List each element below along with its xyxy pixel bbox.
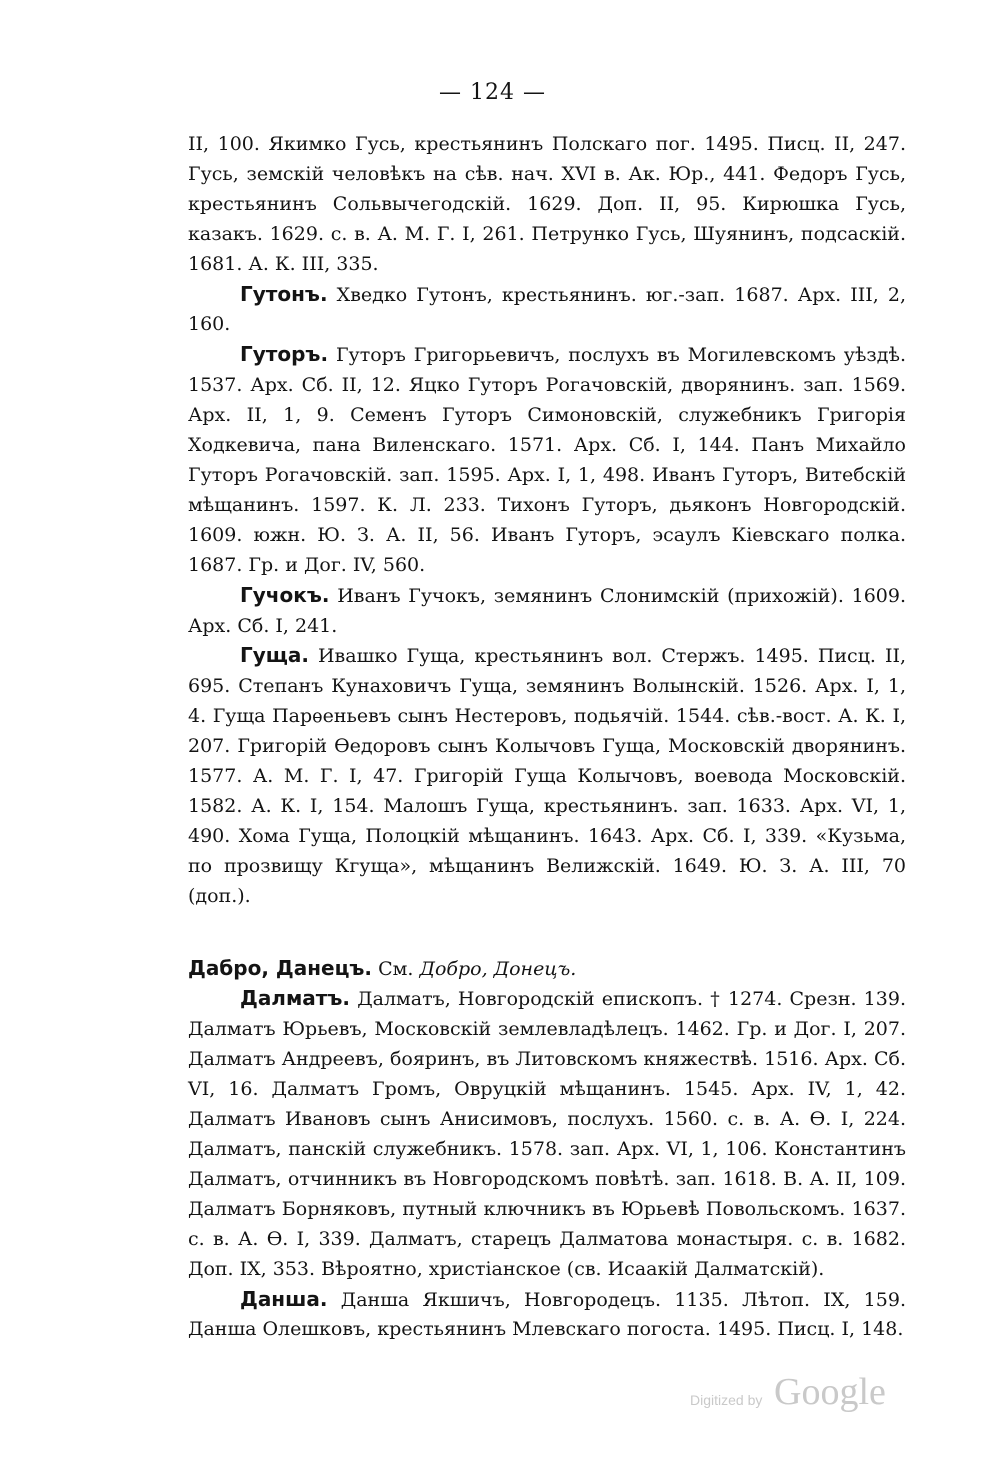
entry-headword: Дабро, Данецъ. xyxy=(188,955,373,980)
entry-text: Хведко Гутонъ, крестьянинъ. юг.-зап. 1687. Арх. III, 2, 160. xyxy=(188,283,906,336)
google-logo: Google xyxy=(774,1371,886,1413)
body-text xyxy=(188,130,906,1345)
entry-gushcha xyxy=(188,641,906,911)
entry-text: Иванъ Гучокъ, земянинъ Слонимскій (прихожій). 1609. Арх. Сб. I, 241. xyxy=(188,584,906,637)
entry-text: Гуторъ Григорьевичъ, послухъ въ Могилевскомъ уѣздѣ. 1537. Арх. Сб. II, 12. Яцко Гуторъ Рогачовскій, дворянинъ. зап. 1569. Арх. II, 1, 9. Семенъ Гуторъ Симоновскій, служебникъ Григорія Ходкевича, пана Виленскаго. 1571. Арх. Сб. I, 144. Панъ Михайло Гуторъ Рогачовскій. зап. 1595. Арх. I, 1, 498. Иванъ Гуторъ, Витебскій мѣщанинъ. 1597. К. Л. 233. Тихонъ Гуторъ, дьяконъ Новгородскій. 1609. южн. Ю. З. А. II, 56. Иванъ Гуторъ, эсаулъ Кіевскаго полка. 1687. Гр. и Дог. IV, 560. xyxy=(188,344,906,576)
entry-dabro xyxy=(188,954,906,985)
entry-headword: Гутонъ. xyxy=(240,281,328,306)
entry-guchok xyxy=(188,581,906,642)
section-gap xyxy=(188,912,906,954)
cross-reference: Добро, Донецъ. xyxy=(419,957,577,980)
entry-headword: Далматъ. xyxy=(240,986,351,1011)
entry-text: Данша Якшичъ, Новгородецъ. 1135. Лѣтоп. IX, 159. Данша Олешковъ, крестьянинъ Млевскаго погоста. 1495. Писц. I, 148. xyxy=(188,1288,906,1341)
entry-headword: Гуща. xyxy=(240,643,309,668)
entry-gutor xyxy=(188,340,906,580)
entry-text: Далматъ, Новгородскій епископъ. † 1274. Срезн. 139. Далматъ Юрьевъ, Московскій землевладѣлецъ. 1462. Гр. и Дог. I, 207. Далматъ Андреевъ, бояринъ, въ Литовскомъ княжествѣ. 1516. Арх. Сб. VI, 16. Далматъ Громъ, Овруцкій мѣщанинъ. 1545. Арх. IV, 1, 42. Далматъ Ивановъ сынъ Анисимовъ, послухъ. 1560. с. в. А. Ѳ. I, 224. Далматъ, панскій служебникъ. 1578. зап. Арх. VI, 1, 106. Константинъ Далматъ, отчинникъ въ Новгородскомъ повѣтѣ. зап. 1618. В. А. II, 109. Далматъ Борняковъ, путный ключникъ въ Юрьевѣ Повольскомъ. 1637. с. в. А. Ѳ. I, 339. Далматъ, старецъ Далматова монастыря. с. в. 1682. Доп. IX, 353. Вѣроятно, христіанское (св. Исаакій Далматскій). xyxy=(188,988,906,1280)
digitization-watermark xyxy=(690,1370,900,1420)
entry-guton xyxy=(188,280,906,341)
entry-headword: Данша. xyxy=(240,1286,328,1311)
entry-dalmat xyxy=(188,984,906,1284)
entry-headword: Гучокъ. xyxy=(240,582,330,607)
entry-text: Ивашко Гуща, крестьянинъ вол. Стержъ. 1495. Писц. II, 695. Степанъ Кунаховичъ Гуща, земянинъ Волынскій. 1526. Арх. I, 1, 4. Гуща Парѳеньевъ сынъ Нестеровъ, подьячій. 1544. сѣв.-вост. А. К. I, 207. Григорій Ѳедоровъ сынъ Колычовъ Гуща, Московскій дворянинъ. 1577. А. М. Г. I, 47. Григорій Гуща Колычовъ, воевода Московскій. 1582. А. К. I, 154. Малошъ Гуща, крестьянинъ. зап. 1633. Арх. VI, 1, 490. Хома Гуща, Полоцкій мѣщанинъ. 1643. Арх. Сб. I, 339. «Кузьма, по прозвищу Кгуща», мѣщанинъ Велижскій. 1649. Ю. З. А. III, 70 (доп.). xyxy=(188,645,906,907)
entry-dansha xyxy=(188,1285,906,1346)
entry-headword: Гуторъ. xyxy=(240,342,329,367)
page-number: — 124 — xyxy=(439,80,546,105)
entry-text: II, 100. Якимко Гусь, крестьянинъ Полскаго пог. 1495. Писц. II, 247. Гусь, земскій человѣкъ на сѣв. нач. XVI в. Ак. Юр., 441. Федоръ Гусь, крестьянинъ Сольвычегодскій. 1629. Доп. II, 95. Кирюшка Гусь, казакъ. 1629. с. в. А. М. Г. I, 261. Петрунко Гусь, Шуянинъ, подсаскій. 1681. А. К. III, 335. xyxy=(188,133,906,275)
entry-continuation xyxy=(188,130,906,280)
see-reference-label: См. xyxy=(378,957,414,980)
watermark-caption: Digitized by xyxy=(690,1392,763,1408)
